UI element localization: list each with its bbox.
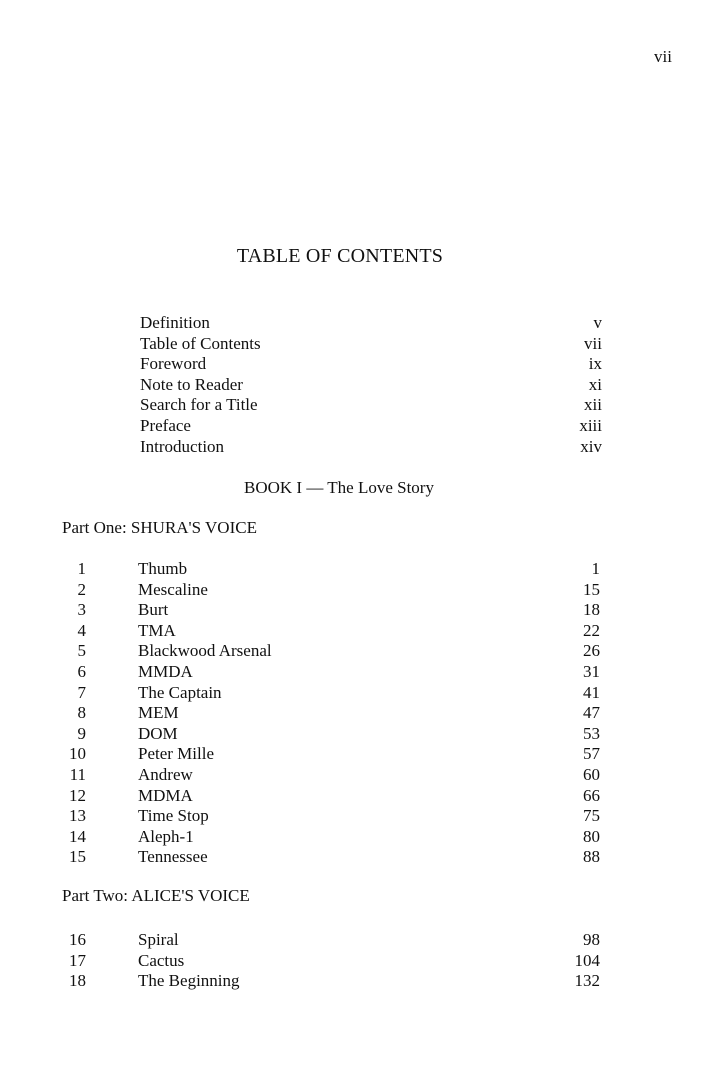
chapter-title: MEM — [138, 703, 179, 723]
chapter-page: 22 — [583, 620, 600, 640]
chapter-row — [60, 951, 600, 972]
chapter-row — [60, 930, 600, 951]
chapter-page: 80 — [583, 826, 600, 846]
front-matter-item — [140, 334, 602, 355]
chapter-page: 15 — [583, 579, 600, 599]
chapter-number: 13 — [69, 806, 86, 826]
chapter-row — [60, 641, 600, 662]
chapter-title: Blackwood Arsenal — [138, 641, 272, 661]
chapter-number: 12 — [69, 785, 86, 805]
chapter-row — [60, 765, 600, 786]
entry-page: v — [593, 313, 602, 332]
chapter-number: 2 — [77, 579, 86, 599]
chapter-number: 5 — [77, 641, 86, 661]
entry-page: xiv — [580, 436, 602, 456]
chapter-page: 98 — [583, 930, 600, 949]
chapter-title: Thumb — [138, 559, 188, 578]
chapter-row — [60, 703, 600, 724]
chapter-number: 11 — [69, 764, 86, 784]
front-matter-item — [140, 395, 602, 416]
chapter-number: 14 — [69, 826, 86, 846]
entry-title: Preface — [140, 415, 191, 435]
chapter-number: 10 — [69, 744, 86, 764]
chapter-title: DOM — [138, 723, 178, 743]
chapter-row — [60, 806, 600, 827]
chapter-page: 41 — [583, 682, 600, 702]
front-matter-list — [140, 313, 602, 457]
chapter-number: 1 — [77, 559, 86, 578]
chapter-row — [60, 662, 600, 683]
entry-page: ix — [588, 354, 602, 374]
entry-title: Note to Reader — [140, 374, 243, 394]
chapter-page: 18 — [583, 600, 600, 620]
chapter-title: Cactus — [138, 950, 185, 970]
entry-title: Introduction — [140, 436, 225, 456]
part-two-heading: Part Two: ALICE'S VOICE — [62, 886, 250, 905]
chapter-number: 17 — [69, 950, 86, 970]
chapter-row — [60, 724, 600, 745]
chapter-number: 18 — [69, 971, 86, 991]
chapter-title: Tennessee — [138, 847, 208, 867]
chapter-page: 75 — [583, 806, 600, 826]
chapter-row — [60, 683, 600, 704]
chapter-row — [60, 600, 600, 621]
chapter-number: 7 — [77, 682, 86, 702]
front-matter-item — [140, 375, 602, 396]
front-matter-item — [140, 416, 602, 437]
entry-title: Foreword — [140, 354, 207, 374]
chapter-title: Time Stop — [138, 806, 209, 826]
part-one-heading: Part One: SHURA'S VOICE — [62, 518, 257, 537]
chapter-title: MMDA — [138, 661, 193, 681]
entry-page: xii — [584, 395, 602, 415]
chapter-title: The Captain — [138, 682, 222, 702]
front-matter-item — [140, 354, 602, 375]
chapter-page: 104 — [574, 950, 600, 970]
chapter-row — [60, 621, 600, 642]
chapter-number: 16 — [69, 930, 86, 949]
part-one-chapter-list — [60, 559, 600, 868]
chapter-title: Burt — [138, 600, 169, 620]
chapter-row — [60, 827, 600, 848]
part-two-chapter-list — [60, 930, 600, 992]
entry-page: xiii — [579, 415, 602, 435]
entry-page: xi — [588, 374, 602, 394]
chapter-title: Aleph-1 — [138, 826, 194, 846]
chapter-page: 132 — [574, 971, 600, 991]
chapter-page: 26 — [583, 641, 600, 661]
chapter-page: 47 — [583, 703, 600, 723]
chapter-title: The Beginning — [138, 971, 240, 991]
chapter-row — [60, 786, 600, 807]
chapter-row — [60, 580, 600, 601]
page-number: vii — [654, 47, 672, 66]
chapter-row — [60, 744, 600, 765]
entry-title: Table of Contents — [140, 333, 261, 353]
chapter-title: Mescaline — [138, 579, 208, 599]
book-heading: BOOK I — The Love Story — [244, 478, 434, 497]
chapter-page: 57 — [583, 744, 600, 764]
chapter-page: 88 — [583, 847, 600, 867]
chapter-title: Spiral — [138, 930, 179, 949]
chapter-page: 53 — [583, 723, 600, 743]
chapter-row — [60, 971, 600, 992]
chapter-number: 15 — [69, 847, 86, 867]
chapter-number: 4 — [77, 620, 86, 640]
chapter-page: 66 — [583, 785, 600, 805]
chapter-row — [60, 559, 600, 580]
chapter-number: 6 — [77, 661, 86, 681]
entry-page: vii — [584, 333, 602, 353]
entry-title: Search for a Title — [140, 395, 258, 415]
chapter-title: Andrew — [138, 764, 193, 784]
front-matter-item — [140, 437, 602, 458]
front-matter-item — [140, 313, 602, 334]
chapter-page: 60 — [583, 764, 600, 784]
chapter-number: 9 — [77, 723, 86, 743]
entry-title: Definition — [140, 313, 210, 332]
page-title: TABLE OF CONTENTS — [236, 245, 444, 267]
chapter-number: 8 — [77, 703, 86, 723]
chapter-page: 1 — [591, 559, 600, 578]
chapter-page: 31 — [583, 661, 600, 681]
chapter-title: TMA — [138, 620, 176, 640]
chapter-number: 3 — [77, 600, 86, 620]
chapter-row — [60, 847, 600, 868]
chapter-title: MDMA — [138, 785, 193, 805]
chapter-title: Peter Mille — [138, 744, 215, 764]
